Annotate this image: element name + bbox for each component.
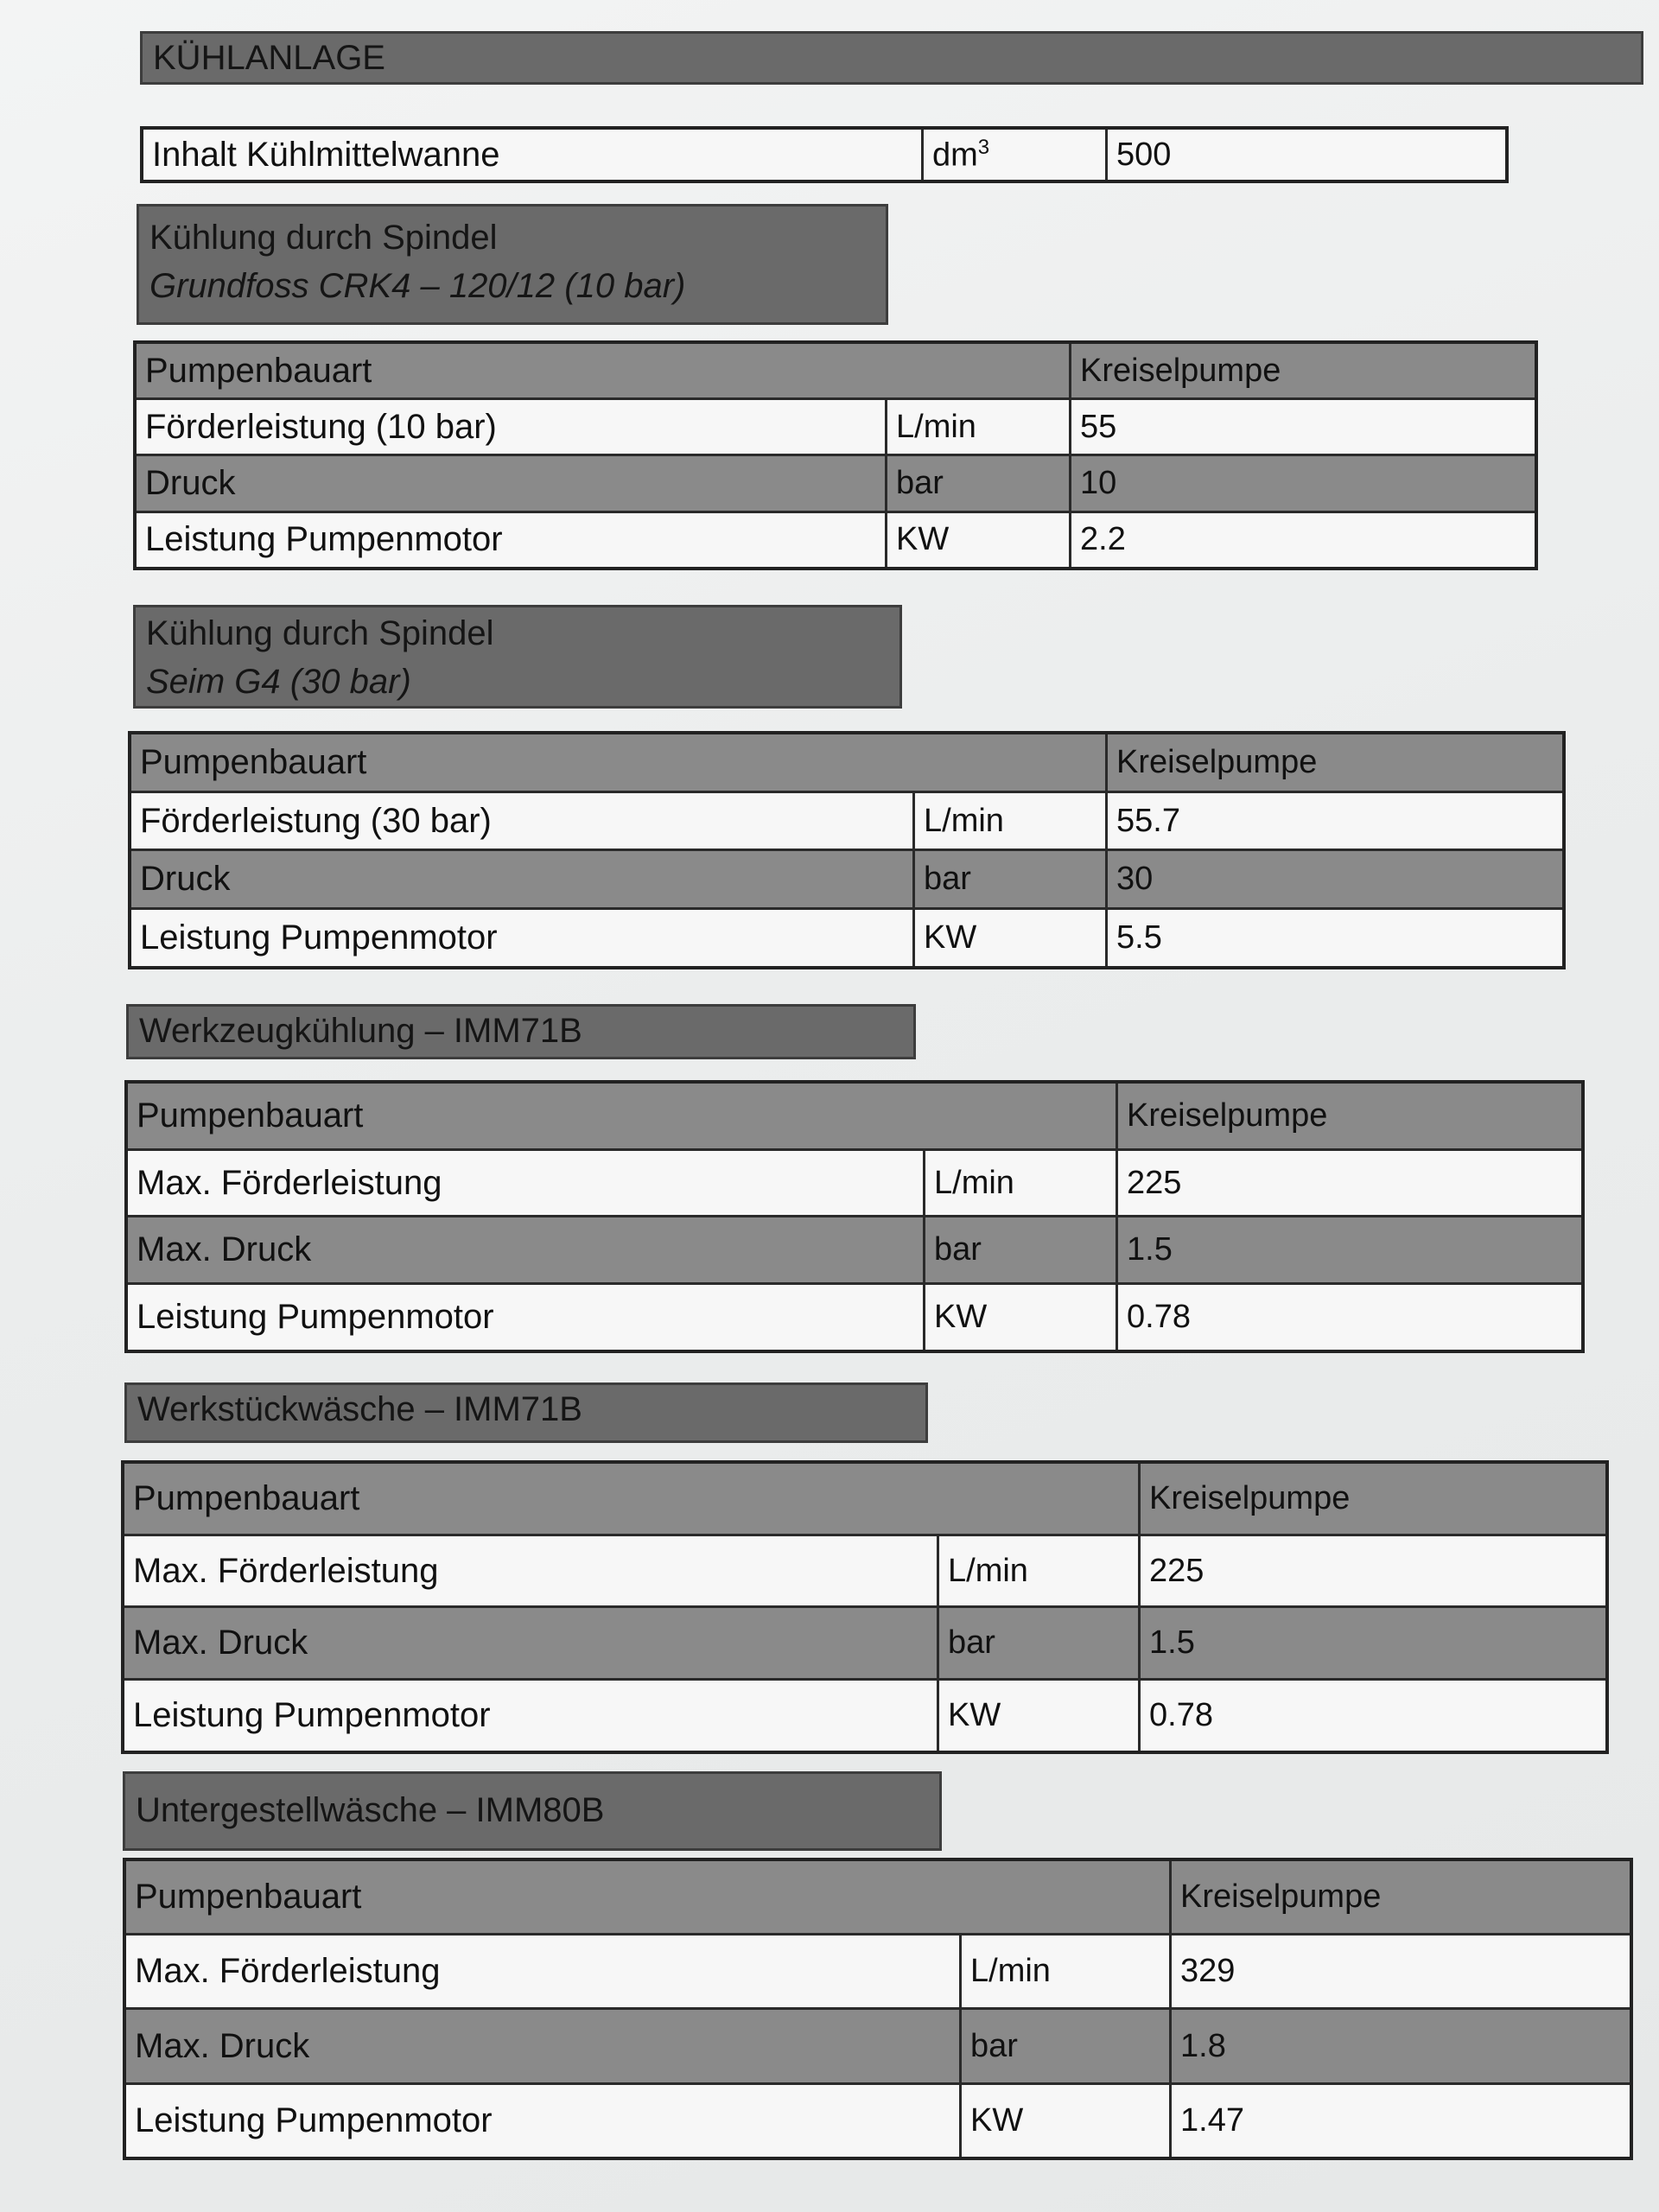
table-row	[126, 1149, 1583, 1217]
row-value: 5.5	[1107, 909, 1565, 968]
row-label: Max. Förderleistung	[126, 1149, 925, 1217]
heading-title: Kühlung durch Spindel	[149, 219, 498, 257]
table-row	[126, 1217, 1583, 1284]
row-value: 30	[1107, 850, 1565, 909]
table-row	[142, 128, 1507, 181]
row-unit	[923, 128, 1107, 181]
table-row	[135, 342, 1536, 399]
table-row	[135, 399, 1536, 455]
table-row	[130, 909, 1564, 968]
table-row	[126, 1284, 1583, 1351]
row-value: 1.5	[1117, 1217, 1584, 1284]
table-row	[123, 1680, 1607, 1752]
table-row	[123, 1535, 1607, 1607]
row-unit: L/min	[961, 1935, 1171, 2009]
row-label: Leistung Pumpenmotor	[124, 2083, 961, 2158]
table-row	[130, 850, 1564, 909]
row-value: Kreiselpumpe	[1140, 1462, 1608, 1535]
row-unit: L/min	[887, 399, 1071, 455]
row-label: Max. Druck	[126, 1217, 925, 1284]
row-value: 1.47	[1171, 2083, 1632, 2158]
heading-title: Kühlung durch Spindel	[146, 614, 494, 652]
row-label: Pumpenbauart	[123, 1462, 1140, 1535]
row-label: Leistung Pumpenmotor	[130, 909, 914, 968]
table-row	[130, 791, 1564, 850]
row-label: Max. Förderleistung	[123, 1535, 938, 1607]
row-label: Inhalt Kühlmittelwanne	[142, 128, 923, 181]
row-value: 225	[1140, 1535, 1608, 1607]
unit-exponent: 3	[977, 135, 990, 159]
unit-base: dm	[932, 137, 978, 174]
row-label: Förderleistung (30 bar)	[130, 791, 914, 850]
section-heading-spindel-10bar	[137, 204, 888, 325]
section-heading-untergestellwaesche	[123, 1771, 942, 1851]
table-row	[124, 2083, 1631, 2158]
row-label: Druck	[135, 455, 887, 512]
row-unit: bar	[961, 2009, 1171, 2083]
row-value: Kreiselpumpe	[1117, 1082, 1584, 1149]
section-heading-werkstueckwaesche	[124, 1382, 928, 1443]
table-row	[126, 1082, 1583, 1149]
row-label: Förderleistung (10 bar)	[135, 399, 887, 455]
table-row	[124, 1935, 1631, 2009]
pump-table-spindel-30bar	[128, 731, 1566, 969]
row-label: Pumpenbauart	[130, 733, 1107, 791]
section-heading-spindel-30bar	[133, 605, 902, 709]
heading-title: KÜHLANLAGE	[153, 39, 385, 77]
row-value: 329	[1171, 1935, 1632, 2009]
row-label: Pumpenbauart	[126, 1082, 1117, 1149]
section-heading-kuehlanlage	[140, 31, 1643, 85]
row-unit: bar	[914, 850, 1107, 909]
row-label: Druck	[130, 850, 914, 909]
row-unit: L/min	[938, 1535, 1140, 1607]
row-value: 10	[1071, 455, 1537, 512]
row-label: Leistung Pumpenmotor	[123, 1680, 938, 1752]
row-unit: KW	[938, 1680, 1140, 1752]
pump-table-werkstueckwaesche	[121, 1460, 1609, 1754]
table-row	[123, 1607, 1607, 1680]
heading-title: Untergestellwäsche – IMM80B	[136, 1791, 605, 1829]
table-row	[124, 2009, 1631, 2083]
pump-table-untergestellwaesche	[123, 1858, 1633, 2160]
table-row	[135, 512, 1536, 569]
row-value: 0.78	[1117, 1284, 1584, 1351]
pump-table-spindel-10bar	[133, 340, 1538, 570]
section-heading-werkzeugkuehlung	[126, 1004, 916, 1059]
row-label: Pumpenbauart	[124, 1859, 1171, 1935]
row-unit: L/min	[925, 1149, 1117, 1217]
table-row	[135, 455, 1536, 512]
row-value: Kreiselpumpe	[1071, 342, 1537, 399]
pump-table-werkzeugkuehlung	[124, 1080, 1585, 1353]
row-label: Pumpenbauart	[135, 342, 1071, 399]
heading-title: Werkzeugkühlung – IMM71B	[139, 1012, 582, 1050]
row-value: 0.78	[1140, 1680, 1608, 1752]
row-label: Max. Druck	[124, 2009, 961, 2083]
row-value: 55.7	[1107, 791, 1565, 850]
row-value: Kreiselpumpe	[1107, 733, 1565, 791]
table-row	[123, 1462, 1607, 1535]
row-value: 225	[1117, 1149, 1584, 1217]
row-label: Max. Druck	[123, 1607, 938, 1680]
row-value: 1.5	[1140, 1607, 1608, 1680]
row-unit: KW	[887, 512, 1071, 569]
row-value: Kreiselpumpe	[1171, 1859, 1632, 1935]
row-value: 2.2	[1071, 512, 1537, 569]
row-value: 55	[1071, 399, 1537, 455]
row-label: Leistung Pumpenmotor	[135, 512, 887, 569]
table-row	[124, 1859, 1631, 1935]
row-value: 500	[1107, 128, 1508, 181]
tank-table	[140, 126, 1509, 183]
row-unit: KW	[925, 1284, 1117, 1351]
row-unit: KW	[961, 2083, 1171, 2158]
row-label: Max. Förderleistung	[124, 1935, 961, 2009]
row-unit: bar	[938, 1607, 1140, 1680]
row-unit: bar	[887, 455, 1071, 512]
heading-subtitle: Grundfoss CRK4 – 120/12 (10 bar)	[149, 267, 686, 305]
row-unit: KW	[914, 909, 1107, 968]
row-value: 1.8	[1171, 2009, 1632, 2083]
row-label: Leistung Pumpenmotor	[126, 1284, 925, 1351]
row-unit: bar	[925, 1217, 1117, 1284]
heading-title: Werkstückwäsche – IMM71B	[137, 1390, 582, 1428]
row-unit: L/min	[914, 791, 1107, 850]
table-row	[130, 733, 1564, 791]
heading-subtitle: Seim G4 (30 bar)	[146, 663, 411, 701]
